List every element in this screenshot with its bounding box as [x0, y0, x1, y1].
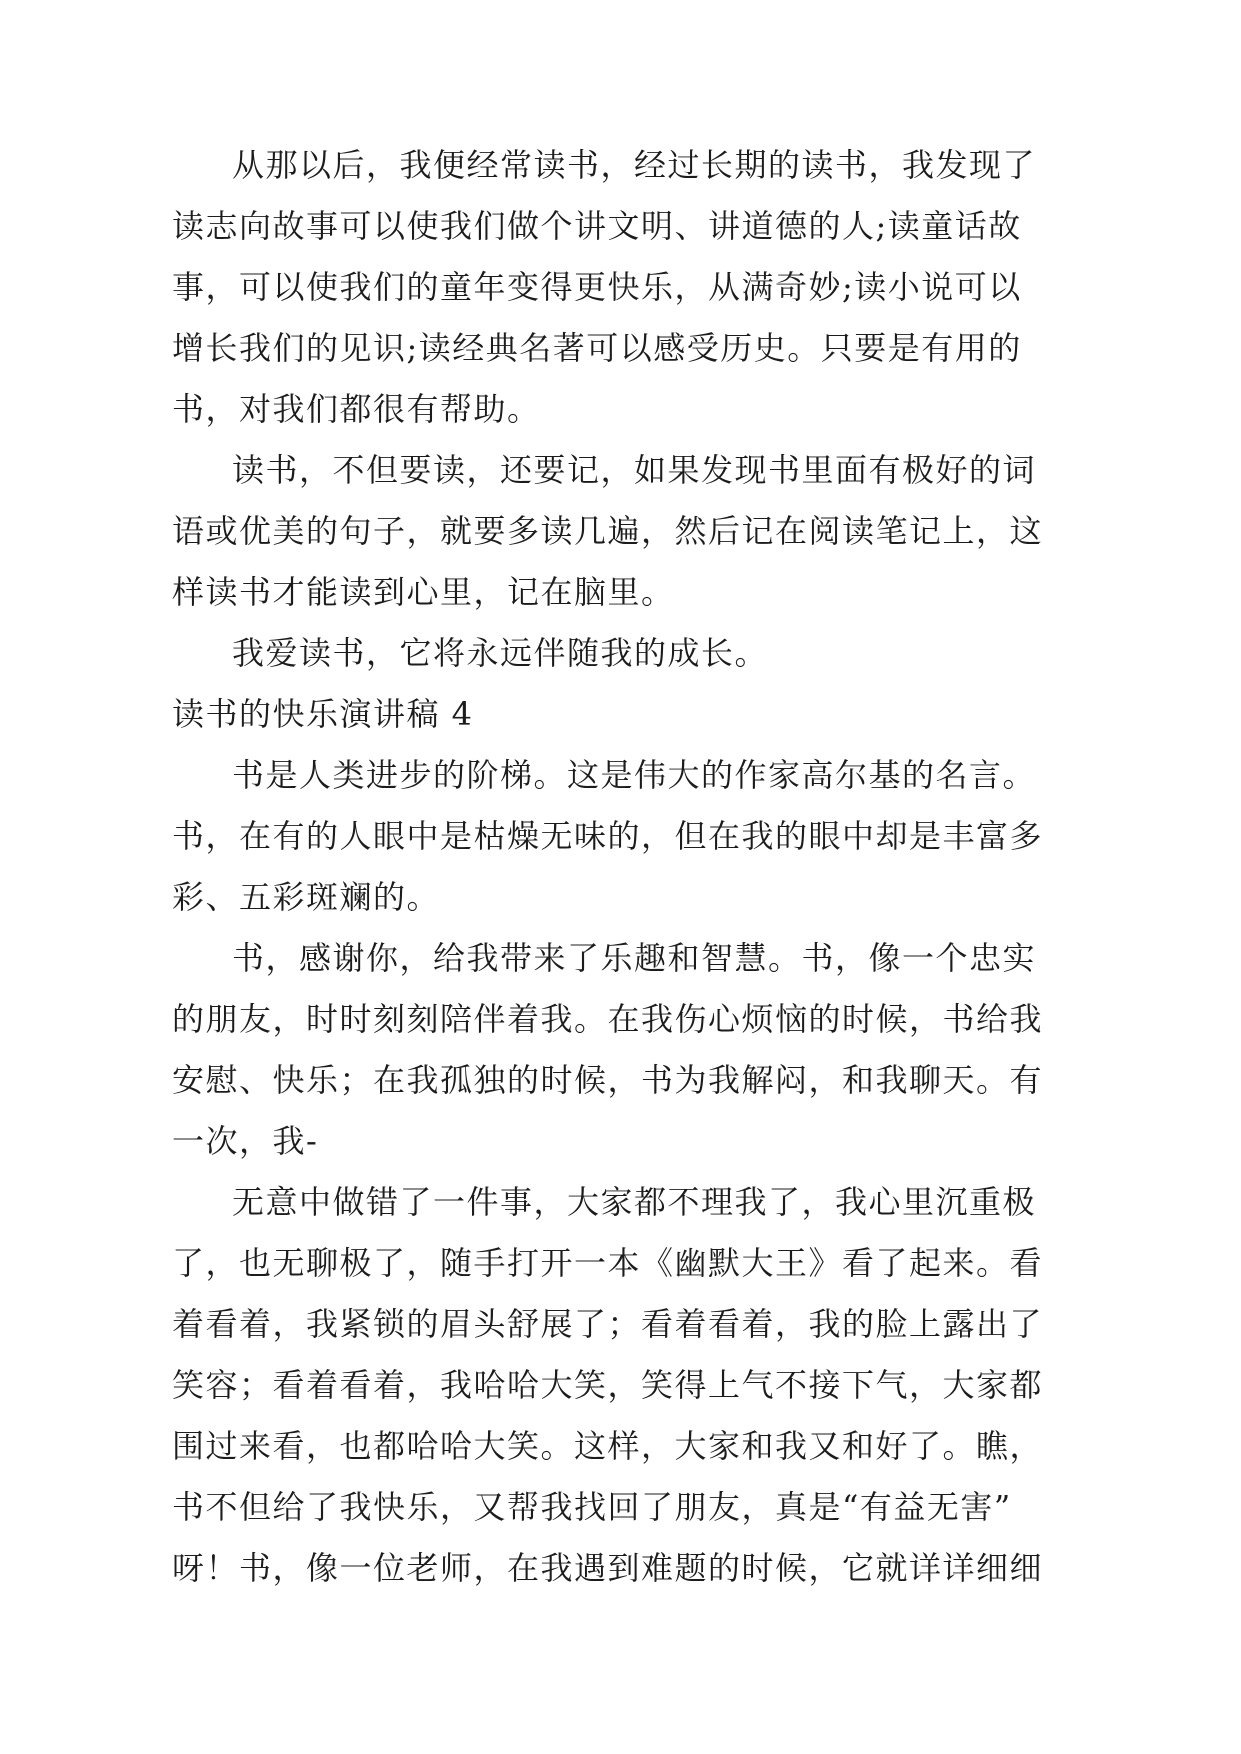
essay-4-section: [172, 684, 1092, 1599]
text-line: 书不但给了我快乐，又帮我找回了朋友，真是“有益无害”: [172, 1488, 1012, 1526]
text-line: 从那以后，我便经常读书，经过长期的读书，我发现了: [232, 146, 1037, 184]
paragraph: [172, 1172, 1092, 1599]
text-line: 安慰、快乐；在我孤独的时候，书为我解闷，和我聊天。有: [172, 1061, 1044, 1099]
essay-continued-section: [172, 135, 1092, 684]
text-line: 围过来看，也都哈哈大笑。这样，大家和我又和好了。瞧，: [172, 1427, 1044, 1465]
text-line: 事，可以使我们的童年变得更快乐，从满奇妙;读小说可以: [172, 268, 1022, 306]
document-body: [172, 135, 1092, 1599]
text-line: 着看着，我紧锁的眉头舒展了；看着看着，我的脸上露出了: [172, 1305, 1044, 1343]
text-line: 书是人类进步的阶梯。这是伟大的作家高尔基的名言。: [232, 756, 1037, 794]
section-title: 读书的快乐演讲稿 4: [172, 695, 474, 733]
text-line: 语或优美的句子，就要多读几遍，然后记在阅读笔记上，这: [172, 512, 1044, 550]
paragraph: [172, 745, 1092, 928]
text-line: 的朋友，时时刻刻陪伴着我。在我伤心烦恼的时候，书给我: [172, 1000, 1044, 1038]
text-line: 书，在有的人眼中是枯燥无味的，但在我的眼中却是丰富多: [172, 817, 1044, 855]
paragraph: [172, 928, 1092, 1172]
text-line: 一次，我-: [172, 1122, 319, 1160]
text-line: 读书，不但要读，还要记，如果发现书里面有极好的词: [232, 451, 1037, 489]
text-line: 彩、五彩斑斓的。: [172, 878, 441, 916]
paragraph: [172, 135, 1092, 440]
text-line: 读志向故事可以使我们做个讲文明、讲道德的人;读童话故: [172, 207, 1022, 245]
paragraph: [172, 623, 1092, 684]
text-line: 书，对我们都很有帮助。: [172, 390, 541, 428]
text-line: 了，也无聊极了，随手打开一本《幽默大王》看了起来。看: [172, 1244, 1044, 1282]
text-line: 呀！书，像一位老师，在我遇到难题的时候，它就详详细细: [172, 1549, 1044, 1587]
text-line: 无意中做错了一件事，大家都不理我了，我心里沉重极: [232, 1183, 1037, 1221]
text-line: 我爱读书，它将永远伴随我的成长。: [232, 634, 769, 672]
paragraph: [172, 440, 1092, 623]
text-line: 书，感谢你，给我带来了乐趣和智慧。书，像一个忠实: [232, 939, 1037, 977]
text-line: 增长我们的见识;读经典名著可以感受历史。只要是有用的: [172, 329, 1022, 367]
text-line: 样读书才能读到心里，记在脑里。: [172, 573, 675, 611]
text-line: 笑容；看着看着，我哈哈大笑，笑得上气不接下气，大家都: [172, 1366, 1044, 1404]
